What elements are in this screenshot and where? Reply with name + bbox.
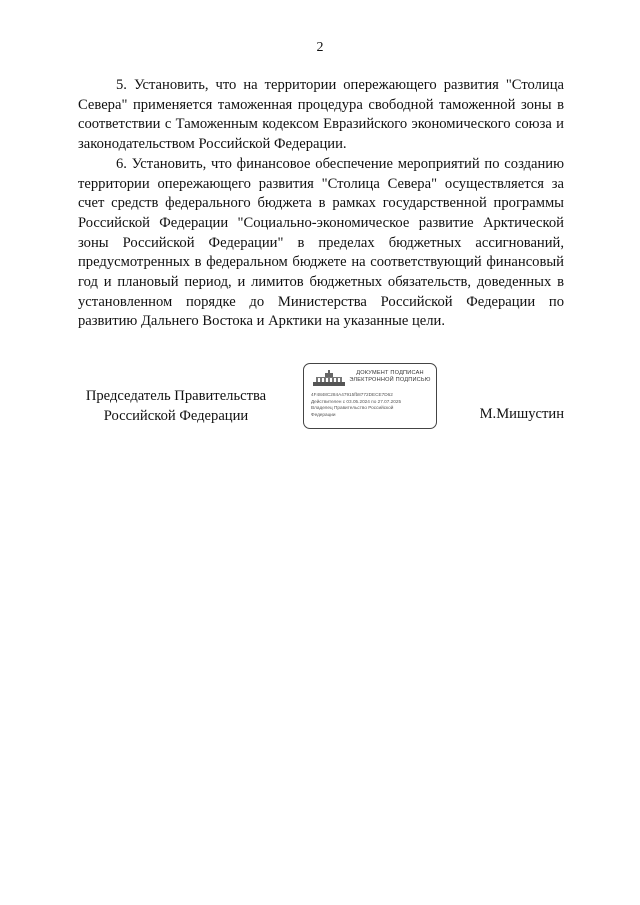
signatory-position	[78, 387, 274, 426]
stamp-title	[346, 370, 434, 384]
stamp-details	[311, 392, 435, 418]
stamp-validity: Действителен с 03.05.2024 по 27.07.2025	[311, 398, 402, 404]
electronic-signature-stamp	[303, 363, 437, 429]
stamp-owner-line2: Федерации	[311, 411, 336, 417]
paragraph-5: 5. Установить, что на территории опережающего развития "Столица Севера" применяется таможенная процедура свободной таможенной зоны в соответствии с Таможенным кодексом Евразийского экономического союза и законодательством Российской Федерации.	[78, 77, 564, 153]
signatory-position-line1: Председатель Правительства	[85, 388, 267, 404]
document-body	[78, 76, 564, 332]
stamp-certificate: 4F4848C284A47915fb8772DECE7D62	[311, 392, 393, 397]
stamp-owner-line1: Владелец Правительство Российской	[311, 405, 394, 411]
stamp-title-line1: ДОКУМЕНТ ПОДПИСАН	[356, 370, 424, 376]
stamp-title-line2: ЭЛЕКТРОННОЙ ПОДПИСЬЮ	[349, 377, 431, 383]
signatory-position-line2: Российской Федерации	[103, 407, 249, 424]
page-number: 2	[316, 40, 324, 55]
paragraph-6: 6. Установить, что финансовое обеспечение мероприятий по созданию территории опережающего развития "Столица Севера" осуществляется за счет средств федерального бюджета в рамках государственной программы Российской Федерации "Социально-экономическое развитие Арктической зоны Российской Федерации" в пределах бюджетных ассигнований, предусмотренных в федеральном бюджете на соответствующий финансовый год и плановый период, и лимитов бюджетных обязательств, доведенных в установленном порядке до Министерства Российской Федерации по развитию Дальнего Востока и Арктики на указанные цели.	[78, 155, 564, 330]
government-building-icon	[311, 370, 347, 388]
signatory-name: М.Мишустин	[479, 406, 564, 422]
